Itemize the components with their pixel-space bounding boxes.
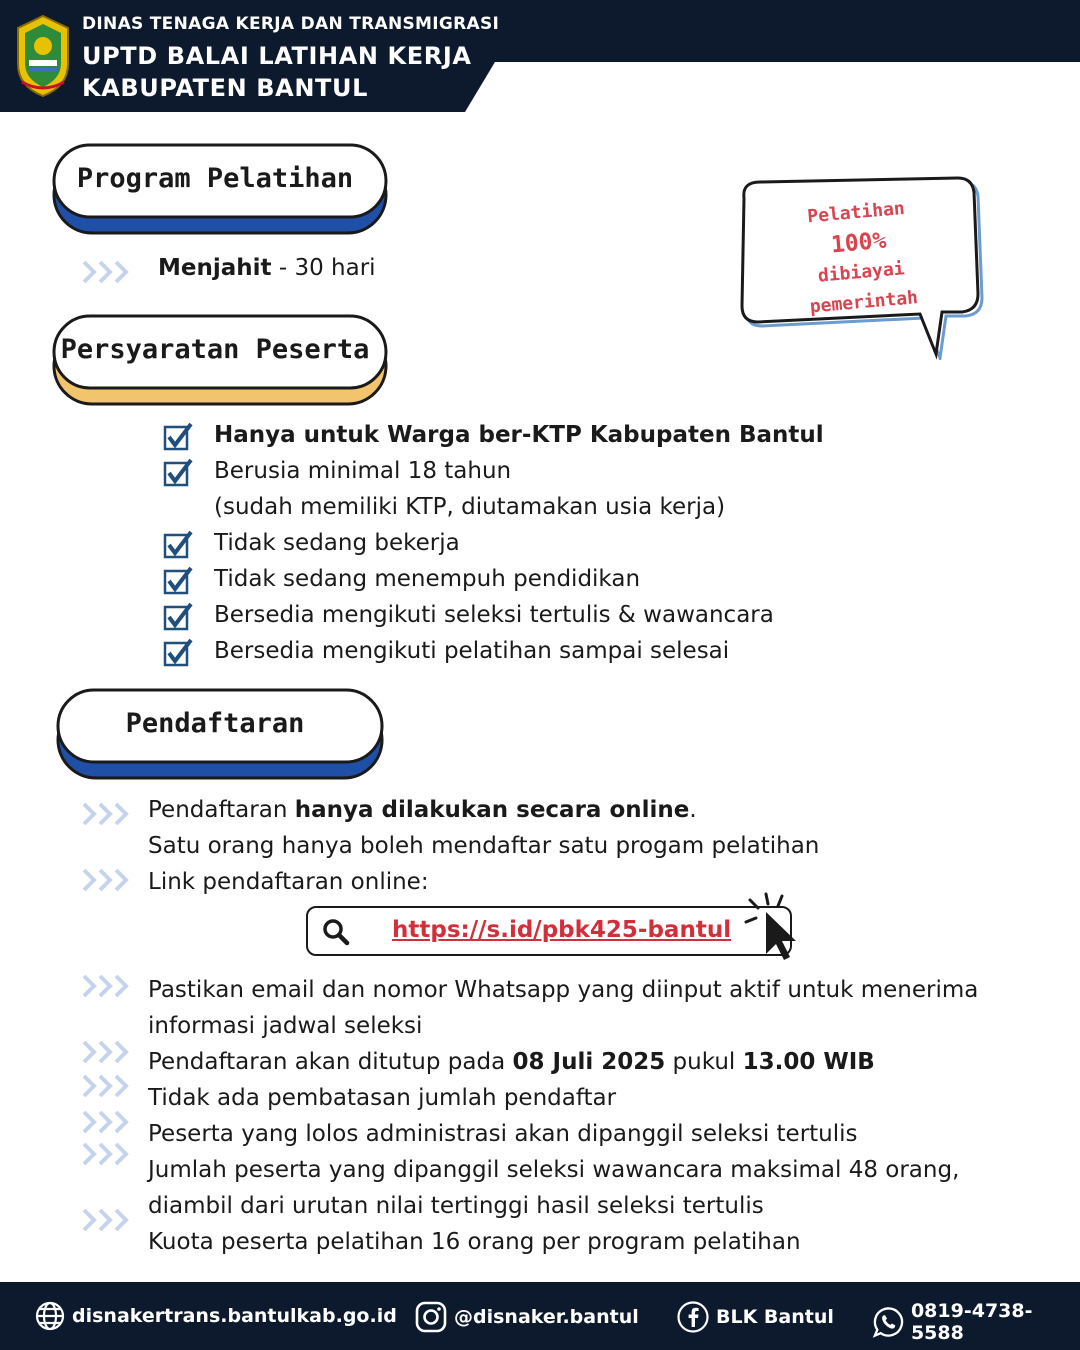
text-segment: . xyxy=(689,797,697,823)
requirement-item: Berusia minimal 18 tahun xyxy=(214,458,512,484)
text-segment: pukul xyxy=(665,1049,743,1075)
text-segment: Pendaftaran akan ditutup pada xyxy=(148,1049,513,1075)
footer-whatsapp[interactable] xyxy=(872,1300,1080,1344)
text-segment: Pendaftaran xyxy=(148,797,295,823)
registration-link-box[interactable] xyxy=(306,906,792,956)
registration-online-note xyxy=(148,797,697,823)
registration-deadline xyxy=(148,1049,875,1075)
registration-link-label: Link pendaftaran online: xyxy=(148,869,429,895)
deadline-date: 08 Juli 2025 xyxy=(512,1049,666,1075)
footer-whatsapp-text: 0819-4738-5588 xyxy=(910,1300,1033,1344)
triple-chevron-icon xyxy=(80,866,132,894)
checkbox-check-icon xyxy=(162,530,194,562)
program-item-name: Menjahit xyxy=(158,255,272,281)
instagram-icon xyxy=(414,1300,448,1334)
triple-chevron-icon xyxy=(80,800,132,828)
triple-chevron-icon xyxy=(80,258,132,286)
section-requirements-title xyxy=(50,314,390,409)
requirement-item: Hanya untuk Warga ber-KTP Kabupaten Bantul xyxy=(214,422,824,448)
checkbox-check-icon xyxy=(162,638,194,670)
badge-line2: 100% xyxy=(829,227,888,259)
footer-facebook-text: BLK Bantul xyxy=(716,1306,834,1328)
requirement-item: Tidak sedang bekerja xyxy=(214,530,460,556)
whatsapp-icon xyxy=(872,1305,905,1339)
program-item xyxy=(158,255,376,281)
registration-interview-quota-cont: diambil dari urutan nilai tertinggi hasil seleksi tertulis xyxy=(148,1193,764,1219)
registration-single-program-note: Satu orang hanya boleh mendaftar satu progam pelatihan xyxy=(148,833,820,859)
checkbox-check-icon xyxy=(162,566,194,598)
registration-link[interactable]: https://s.id/pbk425-bantul xyxy=(392,917,732,943)
section-requirements-label: Persyaratan Peserta xyxy=(60,334,370,365)
requirement-item: Bersedia mengikuti seleksi tertulis & wawancara xyxy=(214,602,774,628)
facebook-icon xyxy=(676,1300,710,1334)
registration-no-limit: Tidak ada pembatasan jumlah pendaftar xyxy=(148,1085,617,1111)
section-program-title xyxy=(50,143,390,238)
text-segment-bold: hanya dilakukan secara online xyxy=(294,797,690,823)
program-item-duration: - 30 hari xyxy=(271,255,376,281)
header xyxy=(0,0,1080,112)
header-agency: DINAS TENAGA KERJA DAN TRANSMIGRASI xyxy=(82,14,500,34)
triple-chevron-icon xyxy=(80,1108,132,1136)
badge-line3: dibiayai xyxy=(817,258,906,287)
search-icon xyxy=(322,918,350,946)
deadline-time: 13.00 WIB xyxy=(742,1049,875,1075)
checkbox-check-icon xyxy=(162,602,194,634)
bantul-logo-icon xyxy=(14,14,72,98)
triple-chevron-icon xyxy=(80,1072,132,1100)
footer xyxy=(0,1282,1080,1350)
triple-chevron-icon xyxy=(80,972,132,1000)
registration-written-test: Peserta yang lolos administrasi akan dipanggil seleksi tertulis xyxy=(148,1121,858,1147)
globe-icon xyxy=(34,1300,66,1332)
click-cursor-icon xyxy=(742,890,804,964)
section-registration-label: Pendaftaran xyxy=(125,708,305,739)
footer-instagram-text: @disnaker.bantul xyxy=(454,1306,639,1328)
footer-website[interactable] xyxy=(34,1300,397,1332)
requirement-item: Bersedia mengikuti pelatihan sampai selesai xyxy=(214,638,730,664)
section-program-label: Program Pelatihan xyxy=(76,163,354,194)
checkbox-check-icon xyxy=(162,422,194,454)
badge-line1: Pelatihan xyxy=(806,197,906,228)
header-unit: UPTD BALAI LATIHAN KERJA xyxy=(82,42,472,70)
registration-contact-note-cont: informasi jadwal seleksi xyxy=(148,1013,423,1039)
footer-facebook[interactable] xyxy=(676,1300,834,1334)
triple-chevron-icon xyxy=(80,1038,132,1066)
requirement-item-note: (sudah memiliki KTP, diutamakan usia kerja) xyxy=(214,494,726,520)
footer-instagram[interactable] xyxy=(414,1300,639,1334)
checkbox-check-icon xyxy=(162,458,194,490)
header-region: KABUPATEN BANTUL xyxy=(82,74,368,102)
triple-chevron-icon xyxy=(80,1140,132,1168)
badge-line4: pemerintah xyxy=(808,287,919,318)
section-registration-title xyxy=(54,688,394,783)
registration-training-quota: Kuota peserta pelatihan 16 orang per program pelatihan xyxy=(148,1229,801,1255)
footer-website-text: disnakertrans.bantulkab.go.id xyxy=(72,1305,397,1327)
funding-badge-text xyxy=(765,190,955,325)
requirement-item: Tidak sedang menempuh pendidikan xyxy=(214,566,641,592)
triple-chevron-icon xyxy=(80,1206,132,1234)
registration-interview-quota: Jumlah peserta yang dipanggil seleksi wawancara maksimal 48 orang, xyxy=(148,1157,960,1183)
funding-badge xyxy=(730,170,990,360)
registration-contact-note: Pastikan email dan nomor Whatsapp yang diinput aktif untuk menerima xyxy=(148,977,979,1003)
